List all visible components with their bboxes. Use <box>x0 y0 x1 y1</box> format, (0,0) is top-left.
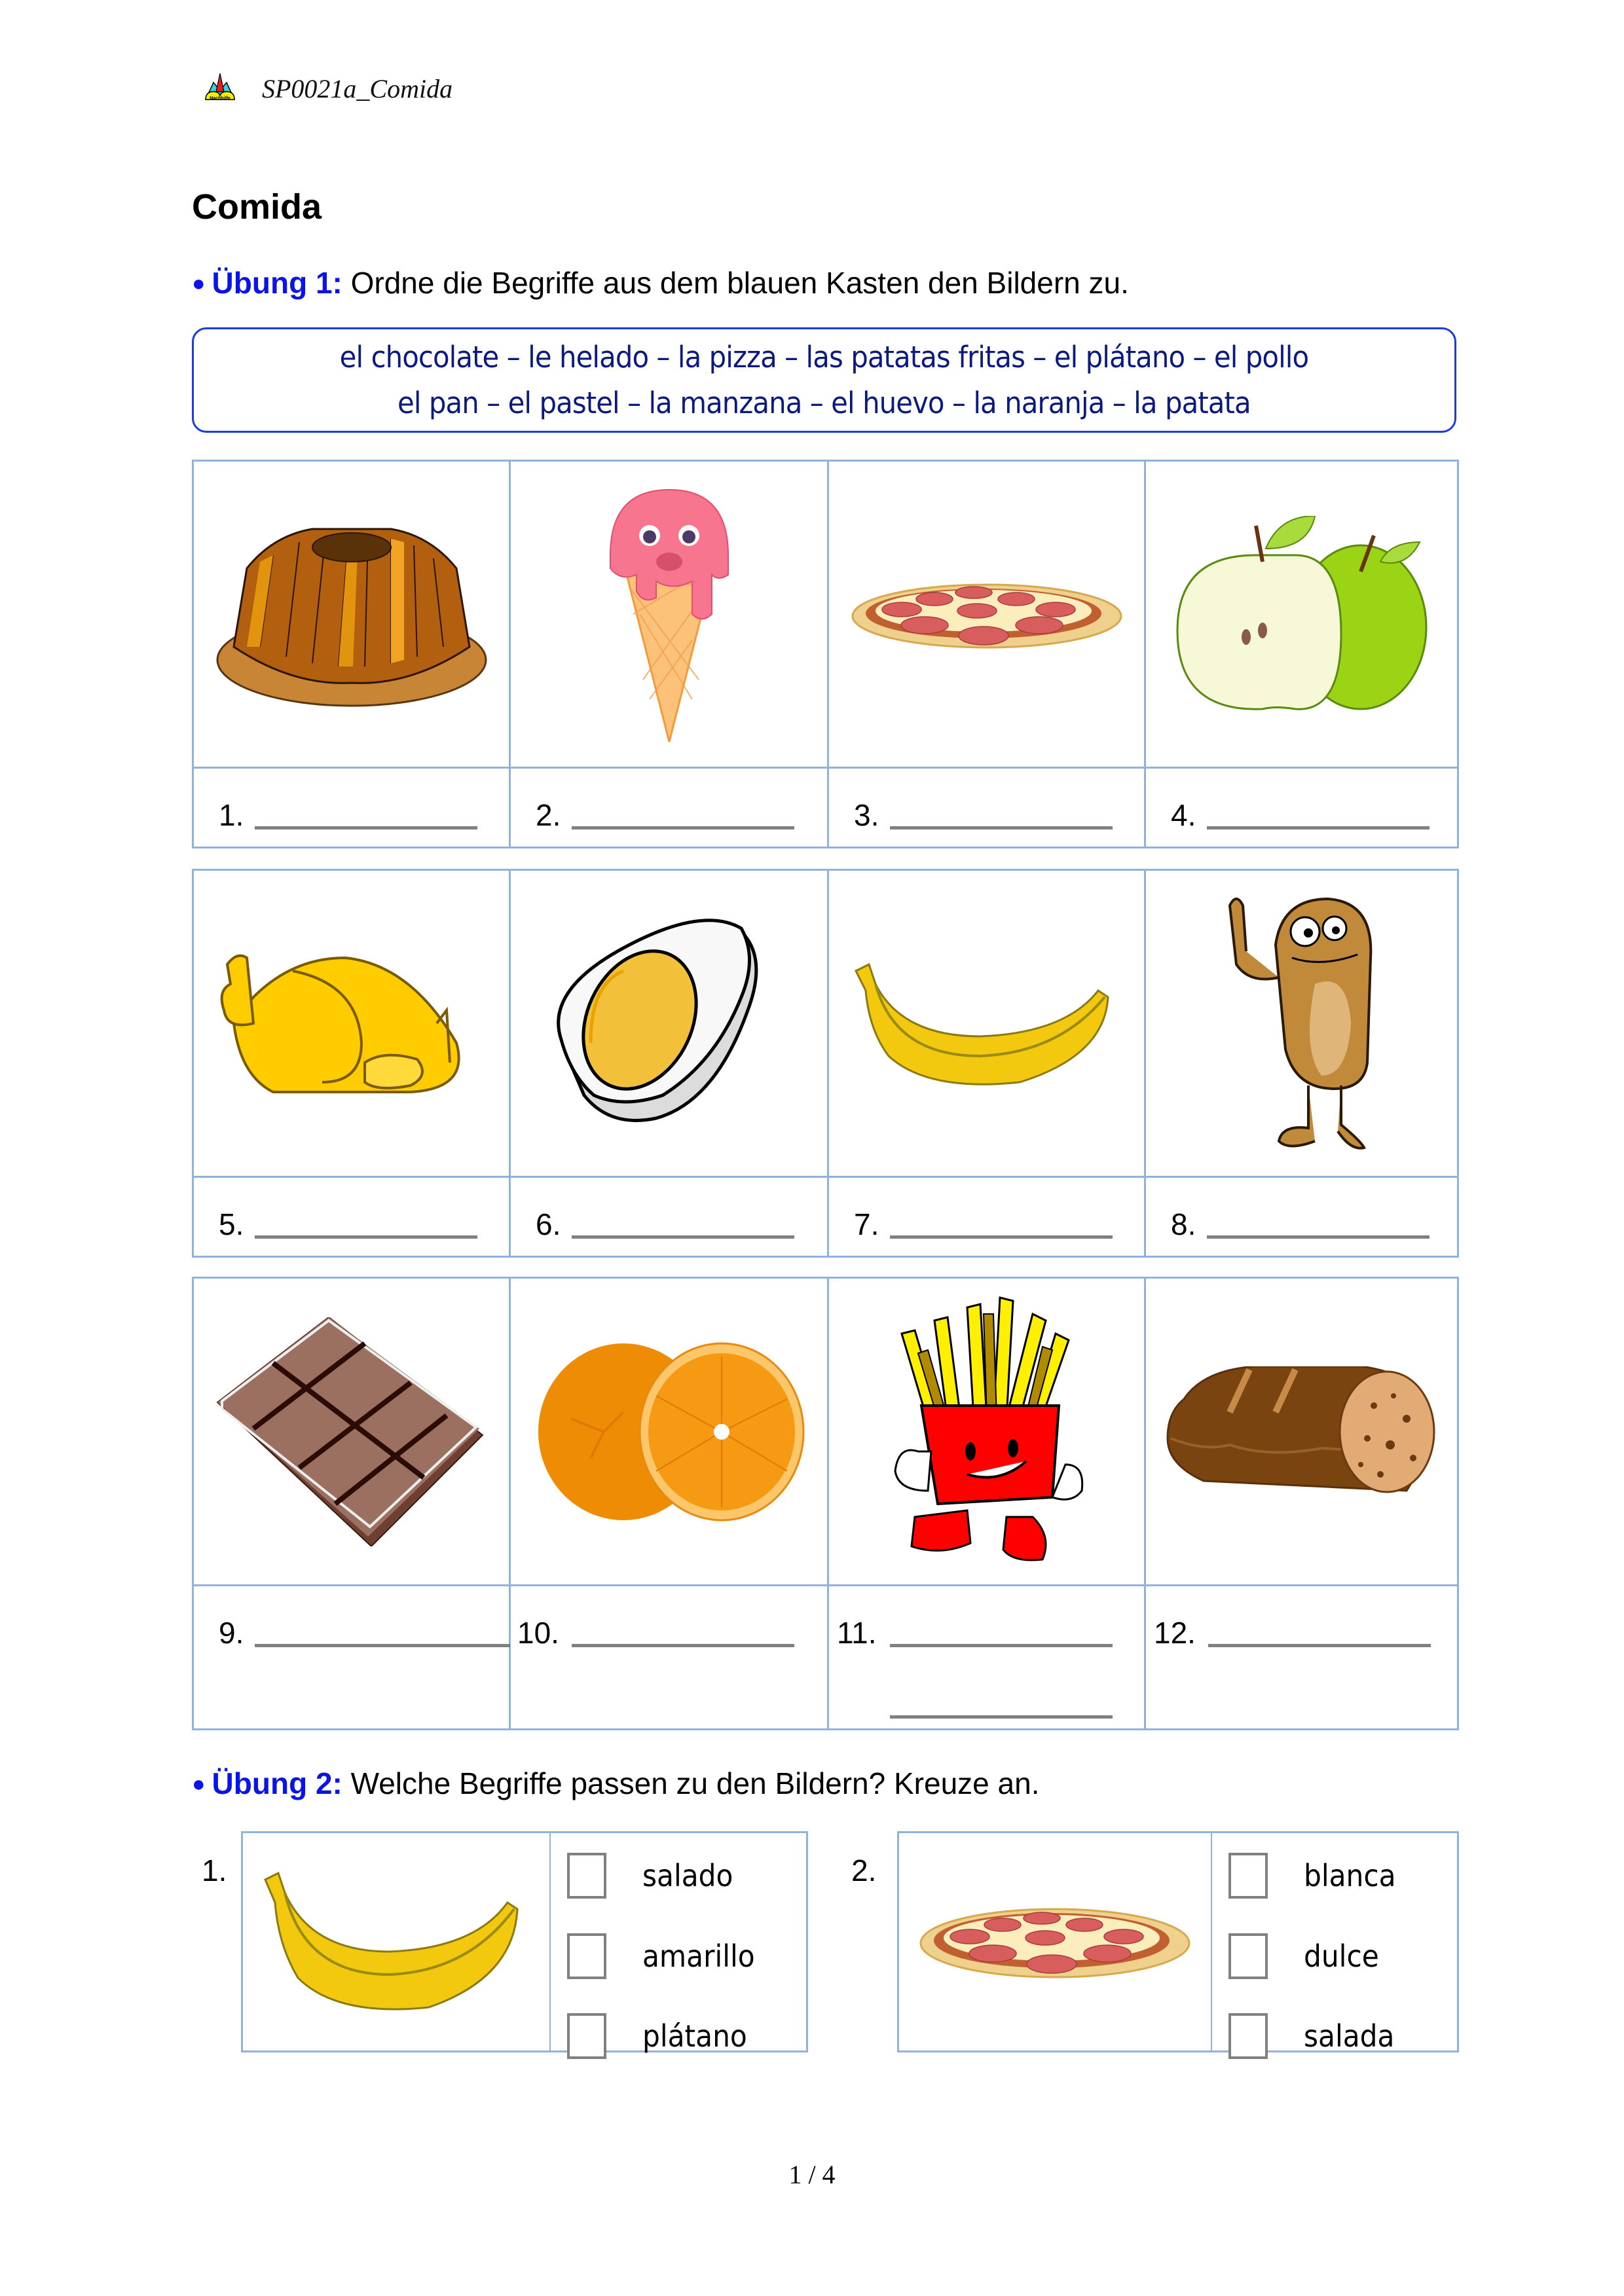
potato-character-icon <box>1210 892 1393 1154</box>
question-2-box <box>897 1831 1459 2052</box>
orange-icon <box>532 1340 807 1523</box>
picture-cell-9 <box>194 1279 511 1584</box>
picture-cell-2 <box>511 462 829 767</box>
answer-blank[interactable] <box>1208 1644 1431 1647</box>
picture-cell-4 <box>1146 462 1457 767</box>
question-1-box <box>241 1831 808 2052</box>
page-number: 1 / 4 <box>788 2160 836 2189</box>
item-number: 7. <box>854 1207 879 1241</box>
answer-blank[interactable] <box>255 1644 510 1647</box>
option-label: salada <box>1304 2018 1395 2054</box>
option-dulce[interactable] <box>1228 1933 1386 1979</box>
item-number: 2. <box>536 798 561 832</box>
answer-blank-second-line[interactable] <box>890 1715 1113 1719</box>
picture-grid-row-2 <box>192 869 1459 1258</box>
item-number: 11. <box>837 1616 877 1650</box>
exercise2-heading <box>192 1766 1039 1801</box>
item-number: 12. <box>1154 1616 1196 1650</box>
answer-blank[interactable] <box>890 1644 1113 1647</box>
word-bank-line-2: el pan – el pastel – la manzana – el huevo – la naranja – la patata <box>397 385 1251 420</box>
pizza-icon <box>917 1903 1192 1981</box>
checkbox[interactable] <box>1228 1853 1268 1899</box>
svg-text:Nachhilfe: Nachhilfe <box>210 96 231 101</box>
answer-cell-6[interactable] <box>511 1178 829 1256</box>
item-number: 5. <box>219 1207 244 1241</box>
banana-icon <box>259 1867 534 2017</box>
exercise2-instruction: Welche Begriffe passen zu den Bildern? Kreuze an. <box>350 1766 1040 1800</box>
checkbox[interactable] <box>1228 1933 1268 1979</box>
option-label: dulce <box>1304 1939 1379 1974</box>
apple-icon <box>1164 516 1439 712</box>
question-1-image <box>243 1833 551 2050</box>
item-number: 3. <box>854 798 879 832</box>
answer-blank[interactable] <box>572 1235 794 1239</box>
answer-cell-12[interactable] <box>1146 1586 1457 1728</box>
chocolate-bar-icon <box>214 1317 489 1546</box>
word-bank-line-1: el chocolate – le helado – la pizza – las patatas fritas – el plátano – el pollo <box>339 339 1309 374</box>
item-number: 9. <box>219 1616 244 1650</box>
checkbox[interactable] <box>1228 2013 1268 2059</box>
picture-grid-row-1 <box>192 460 1459 848</box>
answer-blank[interactable] <box>1207 1235 1430 1239</box>
ice-cream-icon <box>594 483 745 745</box>
nachhilfe-logo <box>204 71 236 105</box>
answer-cell-9[interactable] <box>194 1586 511 1728</box>
answer-cell-11[interactable] <box>829 1586 1146 1728</box>
word-bank-box <box>192 327 1456 433</box>
banana-icon <box>849 958 1124 1089</box>
answer-cell-4[interactable] <box>1146 769 1457 847</box>
option-salado[interactable] <box>567 1853 741 1899</box>
option-platano[interactable] <box>567 2013 756 2059</box>
french-fries-character-icon <box>876 1294 1098 1569</box>
answer-cell-3[interactable] <box>829 769 1146 847</box>
bundt-cake-icon <box>214 516 489 712</box>
option-salada[interactable] <box>1228 2013 1403 2059</box>
picture-cell-11 <box>829 1279 1146 1584</box>
question-1-options <box>551 1833 806 2054</box>
bullet-icon: ● <box>192 1772 206 1796</box>
option-label: blanca <box>1304 1858 1396 1893</box>
answer-blank[interactable] <box>255 826 477 829</box>
boiled-egg-icon <box>532 919 807 1128</box>
answer-cell-2[interactable] <box>511 769 829 847</box>
item-number: 4. <box>1171 798 1196 832</box>
page-title: Comida <box>192 187 322 227</box>
answer-blank[interactable] <box>255 1235 477 1239</box>
answer-blank[interactable] <box>572 1644 794 1647</box>
item-number: 10. <box>517 1616 559 1650</box>
bread-loaf-icon <box>1164 1366 1439 1497</box>
answer-blank[interactable] <box>572 826 794 829</box>
item-number: 8. <box>1171 1207 1196 1241</box>
checkbox[interactable] <box>567 1853 606 1899</box>
picture-cell-10 <box>511 1279 829 1584</box>
question-number-1: 1. <box>202 1853 227 1887</box>
picture-cell-1 <box>194 462 511 767</box>
picture-cell-5 <box>194 871 511 1176</box>
exercise1-heading <box>192 265 1129 301</box>
answer-cell-7[interactable] <box>829 1178 1146 1256</box>
pizza-icon <box>849 578 1124 650</box>
question-number-2: 2. <box>851 1853 877 1887</box>
picture-grid-row-3 <box>192 1277 1459 1730</box>
document-code: SP0021a_Comida <box>262 74 453 103</box>
roast-chicken-icon <box>214 945 489 1102</box>
checkbox[interactable] <box>567 2013 606 2059</box>
picture-cell-3 <box>829 462 1146 767</box>
option-label: salado <box>642 1858 733 1893</box>
answer-blank[interactable] <box>890 1235 1113 1239</box>
exercise1-instruction: Ordne die Begriffe aus dem blauen Kasten den Bildern zu. <box>350 266 1129 300</box>
answer-cell-5[interactable] <box>194 1178 511 1256</box>
option-label: plátano <box>642 2018 747 2054</box>
bullet-icon: ● <box>192 271 206 296</box>
option-label: amarillo <box>642 1939 755 1974</box>
answer-cell-1[interactable] <box>194 769 511 847</box>
exercise1-label: Übung 1: <box>212 266 342 300</box>
picture-cell-6 <box>511 871 829 1176</box>
question-2-options <box>1212 1833 1457 2054</box>
answer-blank[interactable] <box>1207 826 1430 829</box>
item-number: 6. <box>536 1207 561 1241</box>
exercise2-label: Übung 2: <box>212 1766 342 1800</box>
answer-blank[interactable] <box>890 826 1113 829</box>
answer-cell-10[interactable] <box>511 1586 829 1728</box>
item-number: 1. <box>219 798 244 832</box>
checkbox[interactable] <box>567 1933 606 1979</box>
option-amarillo[interactable] <box>567 1933 765 1979</box>
option-blanca[interactable] <box>1228 1853 1404 1899</box>
picture-cell-8 <box>1146 871 1457 1176</box>
picture-cell-12 <box>1146 1279 1457 1584</box>
question-2-image <box>899 1833 1212 2050</box>
answer-cell-8[interactable] <box>1146 1178 1457 1256</box>
picture-cell-7 <box>829 871 1146 1176</box>
